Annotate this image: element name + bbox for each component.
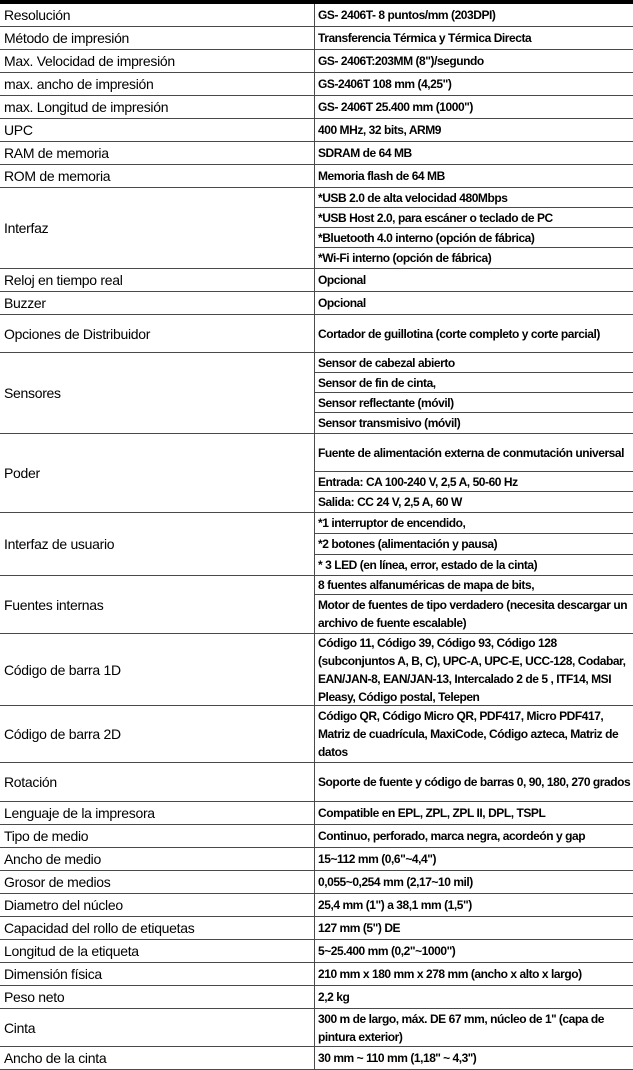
spec-values (315, 917, 633, 939)
spec-value: * 3 LED (en línea, error, estado de la cinta) (318, 558, 538, 572)
spec-value: Sensor de fin de cinta, (315, 373, 633, 393)
spec-values (315, 763, 633, 801)
spec-values (315, 96, 633, 118)
spec-label: max. Longitud de impresión (0, 96, 315, 118)
spec-row (0, 1047, 633, 1070)
spec-value: Continuo, perforado, marca negra, acordeón y gap (318, 829, 586, 843)
spec-value: Soporte de fuente y código de barras 0, 90, 180, 270 grados (318, 775, 631, 789)
spec-label: Dimensión física (0, 963, 315, 985)
spec-values (315, 315, 633, 352)
spec-value: GS-2406T 108 mm (4,25") (318, 77, 452, 91)
spec-values (315, 513, 633, 575)
spec-values (315, 940, 633, 962)
spec-label: Buzzer (0, 292, 315, 314)
spec-value: 300 m de largo, máx. DE 67 mm, núcleo de 1'' (capa de pintura exterior) (318, 1011, 604, 1044)
spec-value: 0,055~0,254 mm (2,17~10 mil) (318, 875, 473, 889)
spec-row (0, 188, 633, 269)
spec-label: Diametro del núcleo (0, 894, 315, 916)
spec-values (315, 73, 633, 95)
spec-values (315, 119, 633, 141)
spec-label: Ancho de la cinta (0, 1047, 315, 1069)
spec-label: Poder (0, 434, 315, 512)
spec-value: 400 MHz, 32 bits, ARM9 (318, 123, 442, 137)
spec-values (315, 27, 633, 49)
spec-value: Memoria flash de 64 MB (318, 169, 445, 183)
spec-values (315, 434, 633, 512)
spec-values (315, 963, 633, 985)
spec-row (0, 353, 633, 434)
spec-label: Ancho de medio (0, 848, 315, 870)
spec-values (315, 825, 633, 847)
spec-label: Cinta (0, 1009, 315, 1046)
spec-label: ROM de memoria (0, 165, 315, 187)
spec-row (0, 706, 633, 763)
spec-row (0, 825, 633, 848)
spec-value: *USB Host 2.0, para escáner o teclado de PC (315, 208, 633, 228)
spec-row (0, 292, 633, 315)
spec-row (0, 1009, 633, 1047)
spec-label: UPC (0, 119, 315, 141)
spec-value: *Bluetooth 4.0 interno (opción de fábrica) (315, 228, 633, 248)
spec-value: Compatible en EPL, ZPL, ZPL II, DPL, TSPL (318, 806, 546, 820)
spec-row (0, 894, 633, 917)
spec-values (315, 188, 633, 268)
spec-values (315, 4, 633, 26)
spec-value: 15~112 mm (0,6"~4,4") (318, 852, 437, 866)
spec-value: Código QR, Código Micro QR, PDF417, Micro PDF417, Matriz de cuadrícula, MaxiCode, Código azteca, Matriz de datos (318, 709, 619, 759)
spec-value: Sensor de cabezal abierto (315, 353, 633, 373)
spec-value: 5~25.400 mm (0,2"~1000") (318, 944, 456, 958)
spec-label: Sensores (0, 353, 315, 433)
spec-value: Opcional (318, 296, 366, 310)
spec-label: Lenguaje de la impresora (0, 802, 315, 824)
spec-label: RAM de memoria (0, 142, 315, 164)
spec-label: Resolución (0, 4, 315, 26)
spec-value: GS- 2406T:203MM (8")/segundo (318, 54, 484, 68)
spec-label: Longitud de la etiqueta (0, 940, 315, 962)
spec-values (315, 706, 633, 762)
spec-values (315, 576, 633, 633)
spec-values (315, 802, 633, 824)
spec-row (0, 802, 633, 825)
spec-row (0, 576, 633, 634)
spec-label: Reloj en tiempo real (0, 269, 315, 291)
spec-row (0, 871, 633, 894)
spec-value: Salida: CC 24 V, 2,5 A, 60 W (318, 495, 462, 509)
spec-values (315, 353, 633, 433)
spec-row (0, 963, 633, 986)
spec-row (0, 269, 633, 292)
spec-row (0, 634, 633, 706)
spec-values (315, 50, 633, 72)
spec-label: max. ancho de impresión (0, 73, 315, 95)
spec-label: Grosor de medios (0, 871, 315, 893)
spec-row (0, 4, 633, 27)
spec-values (315, 269, 633, 291)
spec-label: Fuentes internas (0, 576, 315, 633)
spec-value: 2,2 kg (318, 990, 350, 1004)
spec-value: *2 botones (alimentación y pausa) (315, 534, 633, 555)
spec-value: *USB 2.0 de alta velocidad 480Mbps (315, 188, 633, 208)
spec-row (0, 986, 633, 1009)
spec-label: Interfaz de usuario (0, 513, 315, 575)
spec-values (315, 1047, 633, 1069)
spec-value: 25,4 mm (1") a 38,1 mm (1,5") (318, 898, 472, 912)
spec-value: Sensor reflectante (móvil) (315, 393, 633, 413)
spec-label: Max. Velocidad de impresión (0, 50, 315, 72)
spec-values (315, 986, 633, 1008)
spec-values (315, 634, 633, 705)
spec-value: Entrada: CA 100-240 V, 2,5 A, 50-60 Hz (315, 472, 633, 492)
spec-values (315, 894, 633, 916)
spec-label: Tipo de medio (0, 825, 315, 847)
spec-value: GS- 2406T 25.400 mm (1000") (318, 100, 473, 114)
spec-row (0, 763, 633, 802)
spec-value: Fuente de alimentación externa de conmutación universal (315, 434, 633, 472)
spec-value: *1 interruptor de encendido, (315, 513, 633, 534)
spec-row (0, 940, 633, 963)
spec-values (315, 165, 633, 187)
spec-value: Transferencia Térmica y Térmica Directa (318, 31, 532, 45)
spec-row (0, 917, 633, 940)
spec-value: Motor de fuentes de tipo verdadero (necesita descargar un archivo de fuente escalable) (318, 598, 628, 630)
spec-label: Código de barra 2D (0, 706, 315, 762)
spec-values (315, 292, 633, 314)
spec-label: Rotación (0, 763, 315, 801)
spec-value: GS- 2406T- 8 puntos/mm (203DPI) (318, 8, 496, 22)
spec-row (0, 142, 633, 165)
spec-row (0, 96, 633, 119)
spec-value: Código 11, Código 39, Código 93, Código 128 (subconjuntos A, B, C), UPC-A, UPC-E, UCC-128, Codabar, EAN/JAN-8, EAN/JAN-13, Intercalado 2 de 5 , ITF14, MSI Pleasy, Código postal, Telepen (318, 635, 626, 704)
spec-row (0, 315, 633, 353)
spec-row (0, 434, 633, 513)
spec-value: Cortador de guillotina (corte completo y corte parcial) (318, 326, 600, 341)
spec-row (0, 73, 633, 96)
spec-row (0, 848, 633, 871)
spec-value: 210 mm x 180 mm x 278 mm (ancho x alto x largo) (318, 967, 582, 981)
spec-value: *Wi-Fi interno (opción de fábrica) (318, 251, 492, 265)
spec-value: SDRAM de 64 MB (318, 146, 412, 160)
spec-row (0, 119, 633, 142)
spec-value: Sensor transmisivo (móvil) (318, 416, 461, 430)
spec-label: Opciones de Distribuidor (0, 315, 315, 352)
spec-table (0, 4, 633, 1070)
spec-value: 30 mm ~ 110 mm (1,18'' ~ 4,3'') (318, 1051, 477, 1065)
spec-values (315, 1009, 633, 1046)
spec-row (0, 513, 633, 576)
spec-label: Método de impresión (0, 27, 315, 49)
spec-values (315, 142, 633, 164)
spec-label: Código de barra 1D (0, 634, 315, 705)
spec-label: Peso neto (0, 986, 315, 1008)
spec-value: 8 fuentes alfanuméricas de mapa de bits, (315, 576, 633, 595)
spec-row (0, 165, 633, 188)
spec-label: Interfaz (0, 188, 315, 268)
spec-values (315, 848, 633, 870)
spec-value: Opcional (318, 273, 366, 287)
spec-values (315, 871, 633, 893)
spec-row (0, 50, 633, 73)
spec-row (0, 27, 633, 50)
spec-value: 127 mm (5") DE (318, 921, 401, 935)
spec-label: Capacidad del rollo de etiquetas (0, 917, 315, 939)
